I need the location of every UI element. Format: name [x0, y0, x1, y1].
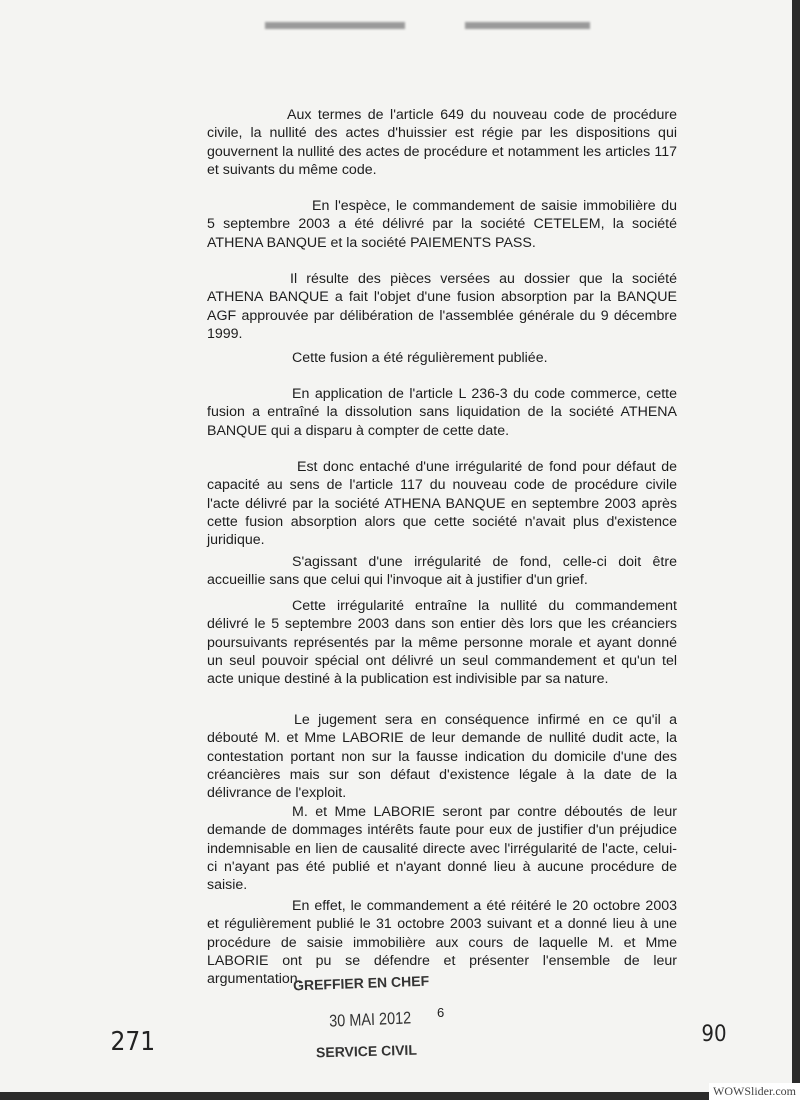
- paragraph-2: En l'espèce, le commandement de saisie immobilière du 5 septembre 2003 a été délivré par la société CETELEM, la société ATHENA BANQUE et la société PAIEMENTS PASS.: [207, 198, 677, 251]
- illegible-header-right: [465, 22, 590, 29]
- page-number: 6: [437, 1005, 445, 1020]
- paragraph-10: M. et Mme LABORIE seront par contre déboutés de leur demande de dommages intérêts faute pour eux de justifier d'un préjudice indemnisable en lien de causalité directe avec l'irrégularité de l'acte, celui-ci n'ayant pas été publié et n'ayant donné lieu à aucune procédure de saisie.: [207, 804, 677, 894]
- paragraph-7: S'agissant d'une irrégularité de fond, celle-ci doit être accueillie sans que celui qui l'invoque ait à justifier d'un grief.: [207, 554, 677, 589]
- paragraph-1: Aux termes de l'article 649 du nouveau code de procédure civile, la nullité des actes d'huissier est régie par les dispositions qui gouvernent la nullité des actes de procédure et notamment les articles 117 et suivants du même code.: [207, 107, 677, 179]
- handwritten-number-left: 271: [110, 1027, 156, 1057]
- illegible-header-left: [265, 22, 405, 29]
- handwritten-number-right: 90: [701, 1022, 727, 1047]
- paragraph-5: En application de l'article L 236-3 du code commerce, cette fusion a entraîné la dissolution sans liquidation de la société ATHENA BANQUE qui a disparu à compter de cette date.: [207, 386, 677, 439]
- paragraph-3: Il résulte des pièces versées au dossier que la société ATHENA BANQUE a fait l'objet d'une fusion absorption par la BANQUE AGF approuvée par délibération de l'assemblée générale du 9 décembre 1999.: [207, 271, 677, 343]
- stamp-greffier: GREFFIER EN CHEF: [292, 972, 430, 994]
- watermark: WOWSlider.com: [709, 1083, 800, 1100]
- paragraph-9: Le jugement sera en conséquence infirmé en ce qu'il a débouté M. et Mme LABORIE de leur demande de nullité dudit acte, la contestation portant non sur la fausse indication du domicile d'une des créancières mais sur son défaut d'existence légale à la date de la délivrance de l'exploit.: [207, 712, 677, 802]
- paragraph-4: Cette fusion a été régulièrement publiée.: [292, 350, 548, 367]
- stamp-date: 30 MAI 2012: [328, 1008, 412, 1031]
- paragraph-11: En effet, le commandement a été réitéré le 20 octobre 2003 et régulièrement publié le 31 octobre 2003 suivant et a donné lieu à une procédure de saisie immobilière aux cours de laquelle M. et Mme LABORIE ont pu se défendre et présenter l'ensemble de leur argumentation.: [207, 898, 677, 988]
- paragraph-8: Cette irrégularité entraîne la nullité du commandement délivré le 5 septembre 2003 dans son entier dès lors que les créanciers poursuivants représentés par la même personne morale et ayant donné un seul pouvoir spécial ont délivré un seul commandement et qu'un tel acte unique destiné à la publication est indivisible par sa nature.: [207, 598, 677, 688]
- paragraph-6: Est donc entaché d'une irrégularité de fond pour défaut de capacité au sens de l'article 117 du nouveau code de procédure civile l'acte délivré par la société ATHENA BANQUE en septembre 2003 après cette fusion absorption alors que cette société n'avait plus d'existence juridique.: [207, 459, 677, 549]
- stamp-service: SERVICE CIVIL: [315, 1041, 418, 1061]
